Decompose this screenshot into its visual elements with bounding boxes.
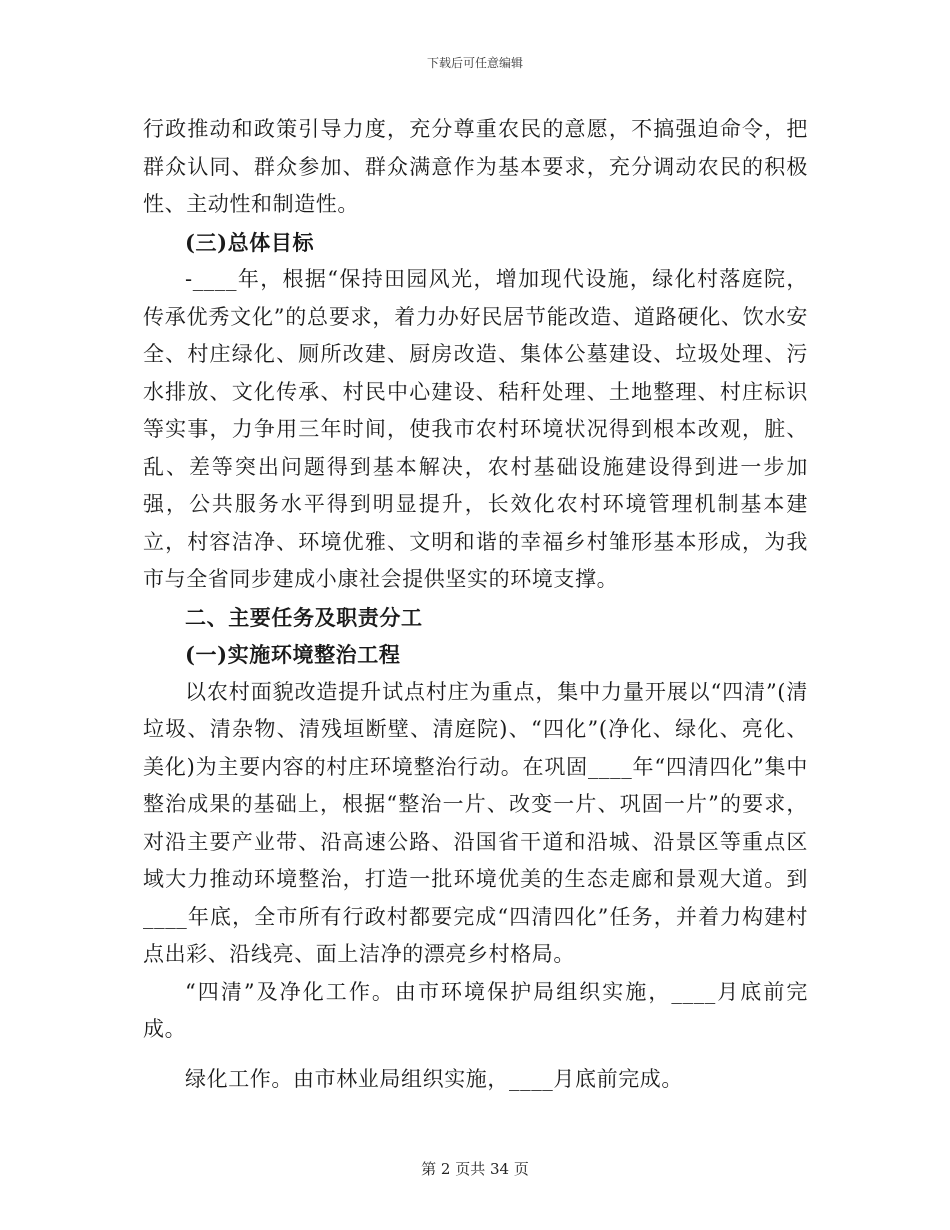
- section-heading-overall-goal: (三)总体目标: [185, 229, 315, 255]
- section-heading-environment-project: (一)实施环境整治工程: [185, 642, 401, 667]
- section-heading-main-tasks: 二、主要任务及职责分工: [185, 604, 423, 630]
- paragraph-overall-goal: -____年，根据“保持田园风光，增加现代设施，绿化村落庭院，传承优秀文化”的总要求，着力办好民居节能改造、道路硬化、饮水安全、村庄绿化、厕所改建、厨房改造、集体公墓建设、垃圾处理、污水排放、文化传承、村民中心建设、秸秆处理、土地整理、村庄标识等实事，力争用三年时间，使我市农村环境状况得到根本改观，脏、乱、差等突出问题得到基本解决，农村基础设施建设得到进一步加强，公共服务水平得到明显提升，长效化农村环境管理机制基本建立，村容洁净、环境优雅、文明和谐的幸福乡村雏形基本形成，为我市与全省同步建成小康社会提供坚实的环境支撑。: [143, 267, 808, 591]
- paragraph-four-clean: “四清”及净化工作。由市环境保护局组织实施，____月底前完成。: [143, 979, 808, 1041]
- paragraph-environment-project: 以农村面貌改造提升试点村庄为重点，集中力量开展以“四清”(清垃圾、清杂物、清残垣断壁、清庭院)、“四化”(净化、绿化、亮化、美化)为主要内容的村庄环境整治行动。在巩固____年“四清四化”集中整治成果的基础上，根据“整治一片、改变一片、巩固一片”的要求，对沿主要产业带、沿高速公路、沿国省干道和沿城、沿景区等重点区域大力推动环境整治，打造一批环境优美的生态走廊和景观大道。到____年底，全市所有行政村都要完成“四清四化”任务，并着力构建村点出彩、沿线亮、面上洁净的漂亮乡村格局。: [143, 679, 808, 966]
- page-header: 下载后可任意编辑: [426, 56, 523, 70]
- paragraph-greening: 绿化工作。由市林业局组织实施，____月底前完成。: [185, 1066, 683, 1091]
- document-body: [143, 111, 808, 1098]
- paragraph-intro: 行政推动和政策引导力度，充分尊重农民的意愿，不搞强迫命令，把群众认同、群众参加、群众满意作为基本要求，充分调动农民的积极性、主动性和制造性。: [143, 117, 808, 216]
- page-footer: 第 2 页共 34 页: [421, 1160, 529, 1178]
